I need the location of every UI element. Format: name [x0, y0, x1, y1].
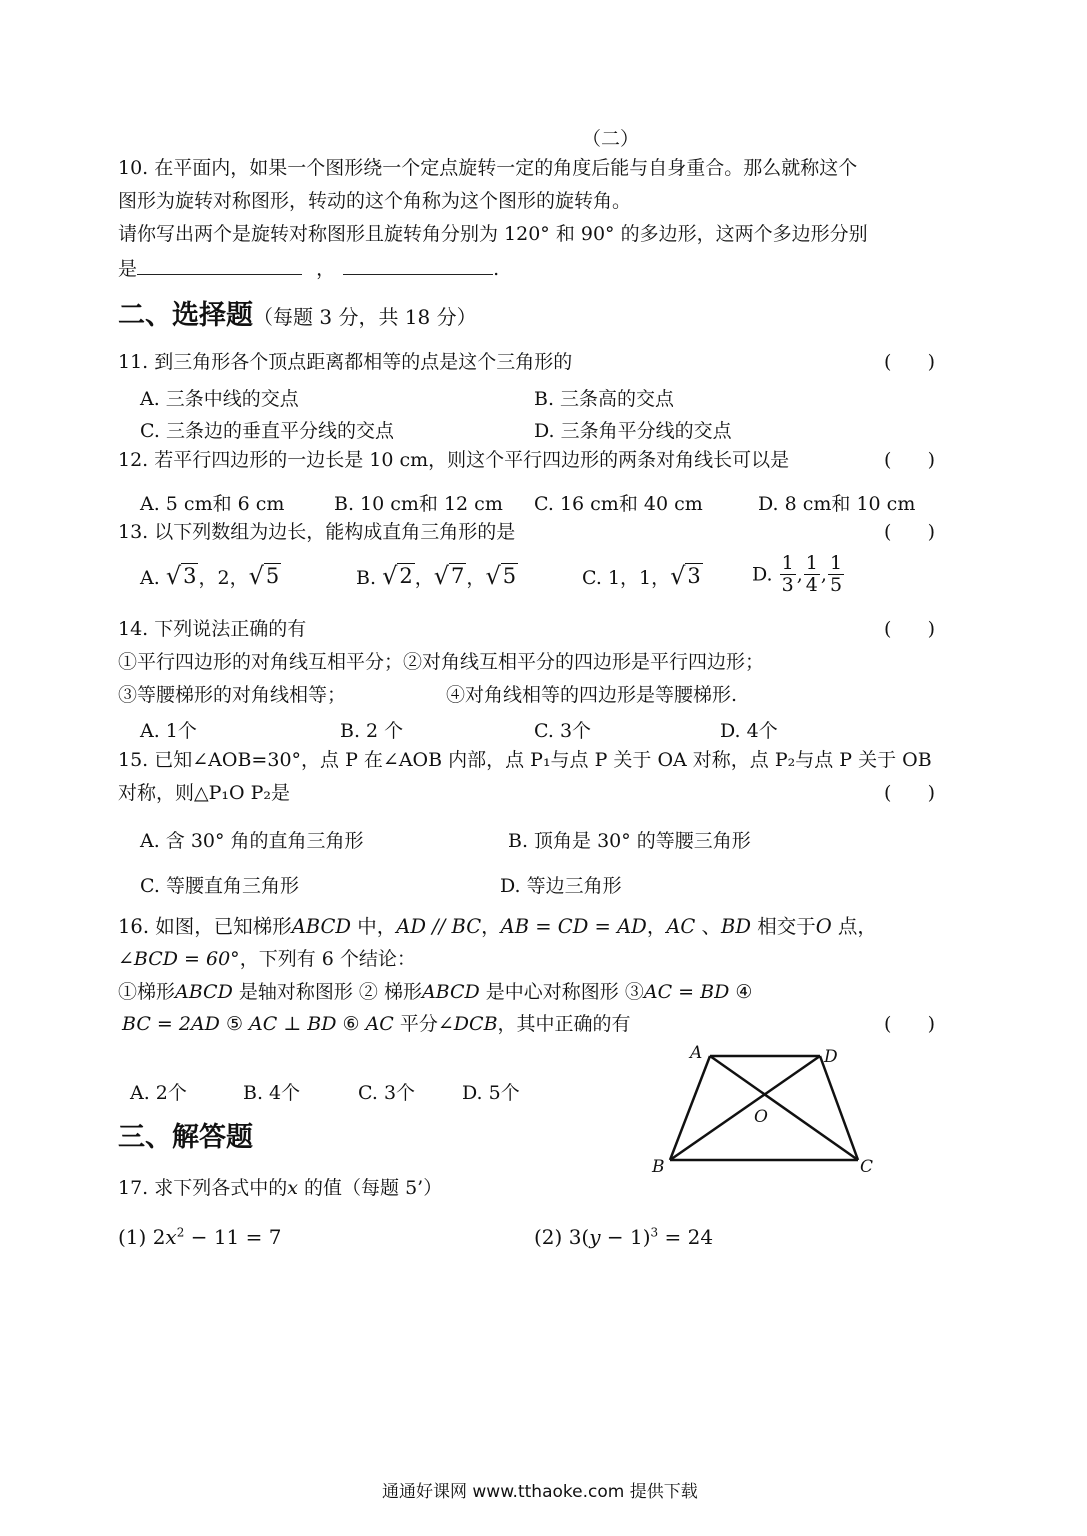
label-d: D: [824, 1047, 838, 1067]
q17-part-1: [118, 1225, 281, 1249]
q16-text: 平分: [393, 1013, 438, 1035]
q11-option-d: D. 三条角平分线的交点: [534, 420, 732, 442]
q14-option-d: D. 4个: [720, 720, 778, 742]
q16-text: ①梯形: [118, 981, 176, 1003]
q10-line1: 10. 在平面内，如果一个图形绕一个定点旋转一定的角度后能与自身重合。那么就称这个: [118, 157, 858, 179]
q16-text: 、: [695, 915, 722, 938]
q13-answer-paren[interactable]: ( ): [884, 521, 936, 543]
math-y: y: [589, 1225, 601, 1249]
comma: ,: [820, 563, 827, 586]
math-x: x: [287, 1177, 298, 1199]
q11-stem: 11. 到三角形各个顶点距离都相等的点是这个三角形的: [118, 351, 573, 373]
q13-stem: 13. 以下列数组为边长，能构成直角三角形的是: [118, 521, 516, 543]
diagonal-bd: [670, 1056, 820, 1160]
q15-option-d: D. 等边三角形: [500, 875, 622, 897]
answer-blank-2[interactable]: [343, 256, 493, 275]
math-abcd: ABCD: [421, 981, 480, 1003]
q16-option-c: C. 3个: [358, 1082, 416, 1104]
q13-b-sep: ，: [466, 567, 486, 590]
fraction: $\frac{1}{5}$: [829, 552, 843, 596]
q10-answer-line: [118, 256, 499, 281]
q16-text: 点，: [831, 915, 877, 938]
q13-b-label: B.: [356, 567, 377, 590]
math-bd: BD: [721, 915, 752, 938]
q14-stem: 14. 下列说法正确的有: [118, 618, 307, 640]
math-ac: AC: [365, 1013, 394, 1035]
sqrt-expression: √ 5: [248, 562, 280, 591]
q16-text: ，其中正确的有: [497, 1013, 631, 1035]
q11-answer-paren[interactable]: ( ): [884, 351, 936, 373]
math-angle-bcd: ∠BCD = 60°: [118, 948, 240, 970]
q10-line4-start: 是: [118, 258, 138, 280]
q14-option-c: C. 3个: [534, 720, 592, 742]
q12-option-a: A. 5 cm和 6 cm: [140, 493, 285, 515]
part-label: （二）: [582, 128, 640, 150]
q15-option-b: B. 顶角是 30° 的等腰三角形: [508, 830, 751, 852]
math-angle-dcb: ∠DCB: [437, 1013, 498, 1035]
q17-text: 17. 求下列各式中的: [118, 1177, 288, 1199]
label-o: O: [754, 1107, 768, 1127]
sqrt-expression: √ 3: [165, 562, 197, 591]
section-2-title: 二、选择题: [118, 300, 253, 331]
sqrt-expression: √ 3: [670, 562, 701, 591]
section-2-heading: [118, 300, 477, 332]
q14-option-b: B. 2 个: [340, 720, 404, 742]
q14-statement-1-2: ①平行四边形的对角线互相平分；②对角线互相平分的四边形是平行四边形；: [118, 651, 765, 673]
q17-p2-text: = 24: [658, 1225, 714, 1249]
q16-text: 中，: [351, 915, 397, 938]
q10-line2: 图形为旋转对称图形，转动的这个角称为这个图形的旋转角。: [118, 190, 632, 212]
q13-a-label: A.: [140, 567, 160, 590]
q15-option-c: C. 等腰直角三角形: [140, 875, 299, 897]
sqrt-expression: √ 5: [485, 562, 517, 591]
q12-answer-paren[interactable]: ( ): [884, 449, 936, 471]
q13-option-c: [582, 563, 703, 590]
q10-line3: 请你写出两个是旋转对称图形且旋转角分别为 120° 和 90° 的多边形，这两个多边形分别: [118, 223, 868, 245]
fraction: $\frac{1}{3}$: [781, 552, 794, 596]
segment-ab: [670, 1056, 710, 1160]
q17-p1-text: − 11 = 7: [184, 1225, 282, 1249]
section-2-note: （每题 3 分，共 18 分）: [253, 305, 477, 329]
segment-cd: [820, 1056, 858, 1160]
q16-line3: [118, 981, 752, 1004]
q16-answer-paren[interactable]: ( ): [884, 1013, 936, 1035]
q16-option-b: B. 4个: [243, 1082, 301, 1104]
q11-option-a: A. 三条中线的交点: [140, 388, 299, 410]
label-b: B: [652, 1157, 665, 1177]
q11-option-b: B. 三条高的交点: [534, 388, 675, 410]
trapezoid-figure: [648, 1040, 888, 1180]
q17-part-2: [534, 1225, 713, 1249]
label-c: C: [860, 1157, 874, 1177]
q13-d-label: D.: [752, 563, 773, 586]
comma: ,: [796, 563, 803, 586]
math-abcd: ABCD: [291, 915, 352, 938]
q15-line1: 15. 已知∠AOB=30°，点 P 在∠AOB 内部，点 P₁与点 P 关于 OA 对称，点 P₂与点 P 关于 OB: [118, 749, 932, 771]
diagonal-ac: [710, 1056, 858, 1160]
q12-option-d: D. 8 cm和 10 cm: [758, 493, 916, 515]
q16-line1: [118, 915, 877, 938]
q13-option-b: [356, 563, 518, 590]
math-ac-eq-bd: AC = BD: [643, 981, 730, 1003]
q15-line2: 对称，则△P₁O P₂是: [118, 782, 291, 804]
label-a: A: [690, 1043, 703, 1063]
q14-statement-3: ③等腰梯形的对角线相等；: [118, 684, 347, 706]
sqrt-expression: √ 7: [433, 562, 465, 591]
q16-text: ，: [646, 915, 667, 938]
q16-text: 是轴对称图形 ② 梯形: [232, 981, 422, 1003]
sqrt-expression: √ 2: [382, 562, 413, 591]
q14-answer-paren[interactable]: ( ): [884, 618, 936, 640]
q16-option-d: D. 5个: [462, 1082, 520, 1104]
q16-line4: [122, 1013, 631, 1036]
q15-option-a: A. 含 30° 角的直角三角形: [140, 830, 364, 852]
q14-statement-4: ④对角线相等的四边形是等腰梯形.: [446, 684, 738, 706]
fraction: $\frac{1}{4}$: [805, 552, 818, 596]
q13-option-a: [140, 563, 281, 590]
q15-answer-paren[interactable]: ( ): [884, 782, 936, 804]
q16-text: 是中心对称图形 ③: [479, 981, 644, 1003]
footer-text: 通通好课网 www.tthaoke.com 提供下载: [382, 1482, 698, 1502]
q16-option-a: A. 2个: [130, 1082, 187, 1104]
math-bc-eq-2ad: BC = 2AD: [122, 1013, 220, 1035]
q16-text: 16. 如图，已知梯形: [118, 915, 292, 938]
q12-option-c: C. 16 cm和 40 cm: [534, 493, 703, 515]
q12-option-b: B. 10 cm和 12 cm: [334, 493, 503, 515]
answer-blank-1[interactable]: [137, 256, 302, 275]
q16-text: ，下列有 6 个结论：: [239, 948, 416, 970]
q16-text: 相交于: [751, 915, 816, 938]
math-x: x: [165, 1225, 177, 1249]
exponent: 3: [650, 1225, 659, 1240]
q17-stem: [118, 1177, 442, 1200]
q10-line4-end: .: [493, 258, 500, 280]
q13-option-d: [752, 553, 845, 596]
exponent: 2: [176, 1225, 185, 1240]
math-ab-cd-ad: AB = CD = AD: [500, 915, 647, 938]
q13-a-sep: ，2，: [198, 567, 249, 590]
q10-line4-sep: ，: [316, 258, 336, 280]
q17-p1-text: (1) 2: [118, 1225, 166, 1249]
q11-option-c: C. 三条边的垂直平分线的交点: [140, 420, 394, 442]
q16-text: ④: [729, 981, 753, 1003]
q17-p2-text: (2) 3(: [534, 1225, 590, 1249]
q17-p2-text: − 1): [600, 1225, 651, 1249]
q17-text: 的值（每题 5’）: [297, 1177, 443, 1199]
math-ac: AC: [666, 915, 696, 938]
math-abcd: ABCD: [175, 981, 233, 1003]
q14-option-a: A. 1个: [140, 720, 197, 742]
math-ac-perp-bd: AC ⊥ BD: [249, 1013, 337, 1035]
section-3-title: 三、解答题: [118, 1122, 253, 1153]
q16-text: ⑥: [336, 1013, 366, 1035]
q12-stem: 12. 若平行四边形的一边长是 10 cm，则这个平行四边形的两条对角线长可以是: [118, 449, 790, 471]
math-ad-parallel-bc: AD // BC: [396, 915, 482, 938]
q16-line2: [118, 948, 416, 971]
q13-c-label: C. 1，1，: [582, 567, 671, 590]
math-o: O: [815, 915, 832, 938]
q13-b-sep: ，: [414, 567, 434, 590]
q16-text: ，: [481, 915, 501, 938]
q16-text: ⑤: [219, 1013, 250, 1035]
